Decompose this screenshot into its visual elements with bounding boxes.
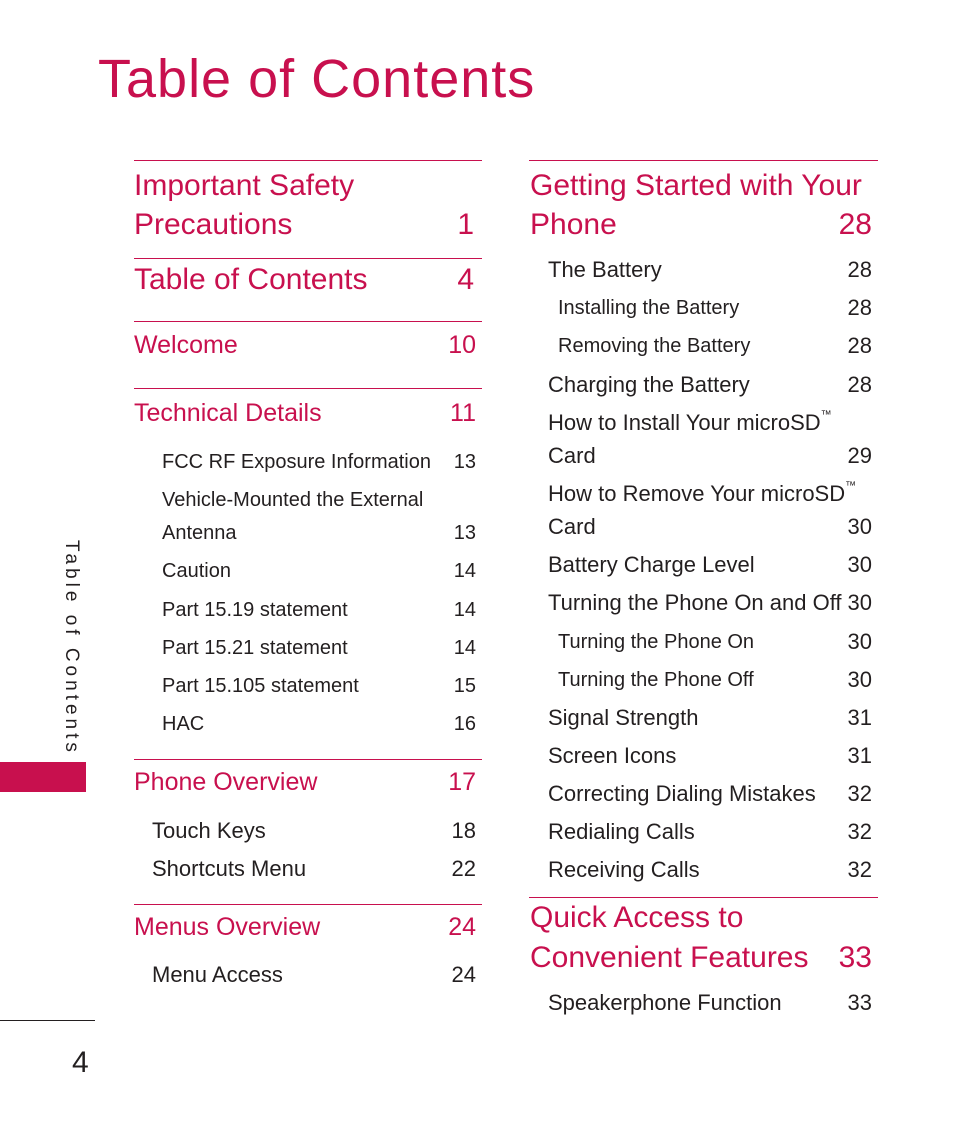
side-tab-marker bbox=[0, 762, 86, 792]
toc-page-number: 28 bbox=[847, 295, 872, 320]
toc-entry[interactable]: Caution bbox=[162, 560, 231, 582]
section-divider bbox=[529, 160, 878, 161]
toc-entry[interactable]: Removing the Battery bbox=[558, 335, 751, 357]
toc-section-getting-started[interactable]: Getting Started with Your bbox=[530, 169, 862, 202]
toc-page-number: 32 bbox=[847, 781, 872, 806]
toc-page-number: 15 bbox=[453, 675, 476, 697]
toc-entry[interactable]: Charging the Battery bbox=[548, 372, 750, 397]
section-divider bbox=[529, 897, 878, 898]
toc-entry[interactable]: Receiving Calls bbox=[548, 857, 700, 882]
toc-entry-line2[interactable]: Card bbox=[548, 443, 596, 468]
toc-page-number: 13 bbox=[453, 522, 476, 544]
toc-entry[interactable]: Signal Strength bbox=[548, 705, 699, 730]
toc-page-number: 14 bbox=[453, 599, 476, 621]
toc-entry[interactable]: FCC RF Exposure Information bbox=[162, 451, 431, 473]
toc-entry[interactable]: Speakerphone Function bbox=[548, 990, 782, 1015]
trademark-symbol: ™ bbox=[845, 480, 857, 492]
toc-section-table-of-contents[interactable]: Table of Contents bbox=[134, 263, 368, 296]
toc-entry-label: How to Install Your microSD bbox=[548, 410, 821, 435]
toc-section-important-safety-line2[interactable]: Precautions bbox=[134, 208, 293, 241]
side-tab-label: Table of Contents bbox=[61, 540, 82, 756]
section-divider bbox=[134, 160, 482, 161]
section-divider bbox=[134, 258, 482, 259]
toc-section-important-safety[interactable]: Important Safety bbox=[134, 169, 355, 202]
toc-page-number: 13 bbox=[453, 451, 476, 473]
toc-page-number: 30 bbox=[847, 552, 872, 577]
toc-page-number: 16 bbox=[453, 713, 476, 735]
toc-page-number: 28 bbox=[838, 208, 872, 241]
toc-page-number: 29 bbox=[847, 443, 872, 468]
toc-entry[interactable]: Shortcuts Menu bbox=[152, 856, 307, 881]
toc-page-number: 4 bbox=[457, 263, 474, 296]
toc-entry[interactable]: Part 15.105 statement bbox=[162, 675, 359, 697]
toc-entry[interactable]: Installing the Battery bbox=[558, 297, 740, 319]
toc-entry[interactable]: Turning the Phone On bbox=[558, 631, 755, 653]
toc-page-number: 30 bbox=[847, 629, 872, 654]
toc-entry[interactable]: Touch Keys bbox=[152, 818, 266, 843]
page-title: Table of Contents bbox=[98, 49, 536, 109]
toc-page-number: 30 bbox=[847, 514, 872, 539]
toc-page-number: 32 bbox=[847, 857, 872, 882]
footer-rule bbox=[0, 1020, 95, 1021]
toc-entry[interactable] bbox=[548, 480, 857, 506]
toc-page-number: 31 bbox=[847, 705, 872, 730]
toc-entry[interactable]: Part 15.19 statement bbox=[162, 599, 348, 621]
toc-entry[interactable] bbox=[548, 409, 832, 435]
toc-page-number: 24 bbox=[448, 913, 476, 941]
section-divider bbox=[134, 321, 482, 322]
toc-section-quick-access-line2[interactable]: Convenient Features bbox=[530, 941, 809, 974]
toc-entry-line2[interactable]: Card bbox=[548, 514, 596, 539]
toc-page-number: 17 bbox=[448, 768, 476, 796]
toc-entry[interactable]: Part 15.21 statement bbox=[162, 637, 348, 659]
toc-entry[interactable]: Redialing Calls bbox=[548, 819, 695, 844]
toc-entry[interactable]: The Battery bbox=[548, 257, 662, 282]
toc-section-menus-overview[interactable]: Menus Overview bbox=[134, 913, 321, 941]
toc-section-technical-details[interactable]: Technical Details bbox=[134, 399, 322, 427]
toc-entry[interactable]: Screen Icons bbox=[548, 743, 677, 768]
toc-entry[interactable]: Battery Charge Level bbox=[548, 552, 755, 577]
section-divider bbox=[134, 759, 482, 760]
toc-page-number: 28 bbox=[847, 372, 872, 397]
toc-page-number: 22 bbox=[451, 856, 476, 881]
toc-page-number: 33 bbox=[838, 941, 872, 974]
toc-page-number: 32 bbox=[847, 819, 872, 844]
trademark-symbol: ™ bbox=[820, 409, 832, 421]
toc-entry-line2[interactable]: Antenna bbox=[162, 522, 237, 544]
toc-page-number: 28 bbox=[847, 333, 872, 358]
toc-entry[interactable]: Vehicle-Mounted the External bbox=[162, 489, 424, 511]
toc-section-quick-access[interactable]: Quick Access to bbox=[530, 901, 744, 934]
toc-page-number: 10 bbox=[448, 331, 476, 359]
toc-page-number: 14 bbox=[453, 637, 476, 659]
toc-page-number: 11 bbox=[450, 399, 476, 427]
toc-section-getting-started-line2[interactable]: Phone bbox=[530, 208, 617, 241]
toc-page-number: 30 bbox=[847, 590, 872, 615]
section-divider bbox=[134, 904, 482, 905]
toc-entry[interactable]: Menu Access bbox=[152, 962, 283, 987]
toc-page-number: 30 bbox=[847, 667, 872, 692]
toc-entry[interactable]: Turning the Phone On and Off bbox=[548, 590, 842, 615]
toc-page-number: 18 bbox=[451, 818, 476, 843]
toc-entry[interactable]: Correcting Dialing Mistakes bbox=[548, 781, 816, 806]
toc-page-number: 24 bbox=[451, 962, 476, 987]
toc-page-number: 31 bbox=[847, 743, 872, 768]
toc-entry-label: How to Remove Your microSD bbox=[548, 481, 846, 506]
toc-entry[interactable]: HAC bbox=[162, 713, 205, 735]
toc-page-number: 14 bbox=[453, 560, 476, 582]
toc-section-welcome[interactable]: Welcome bbox=[134, 331, 238, 359]
toc-page-number: 33 bbox=[847, 990, 872, 1015]
toc-page-number: 1 bbox=[457, 208, 474, 241]
section-divider bbox=[134, 388, 482, 389]
toc-page-number: 28 bbox=[847, 257, 872, 282]
toc-entry[interactable]: Turning the Phone Off bbox=[558, 669, 754, 691]
page-number: 4 bbox=[72, 1046, 89, 1079]
toc-section-phone-overview[interactable]: Phone Overview bbox=[134, 768, 318, 796]
